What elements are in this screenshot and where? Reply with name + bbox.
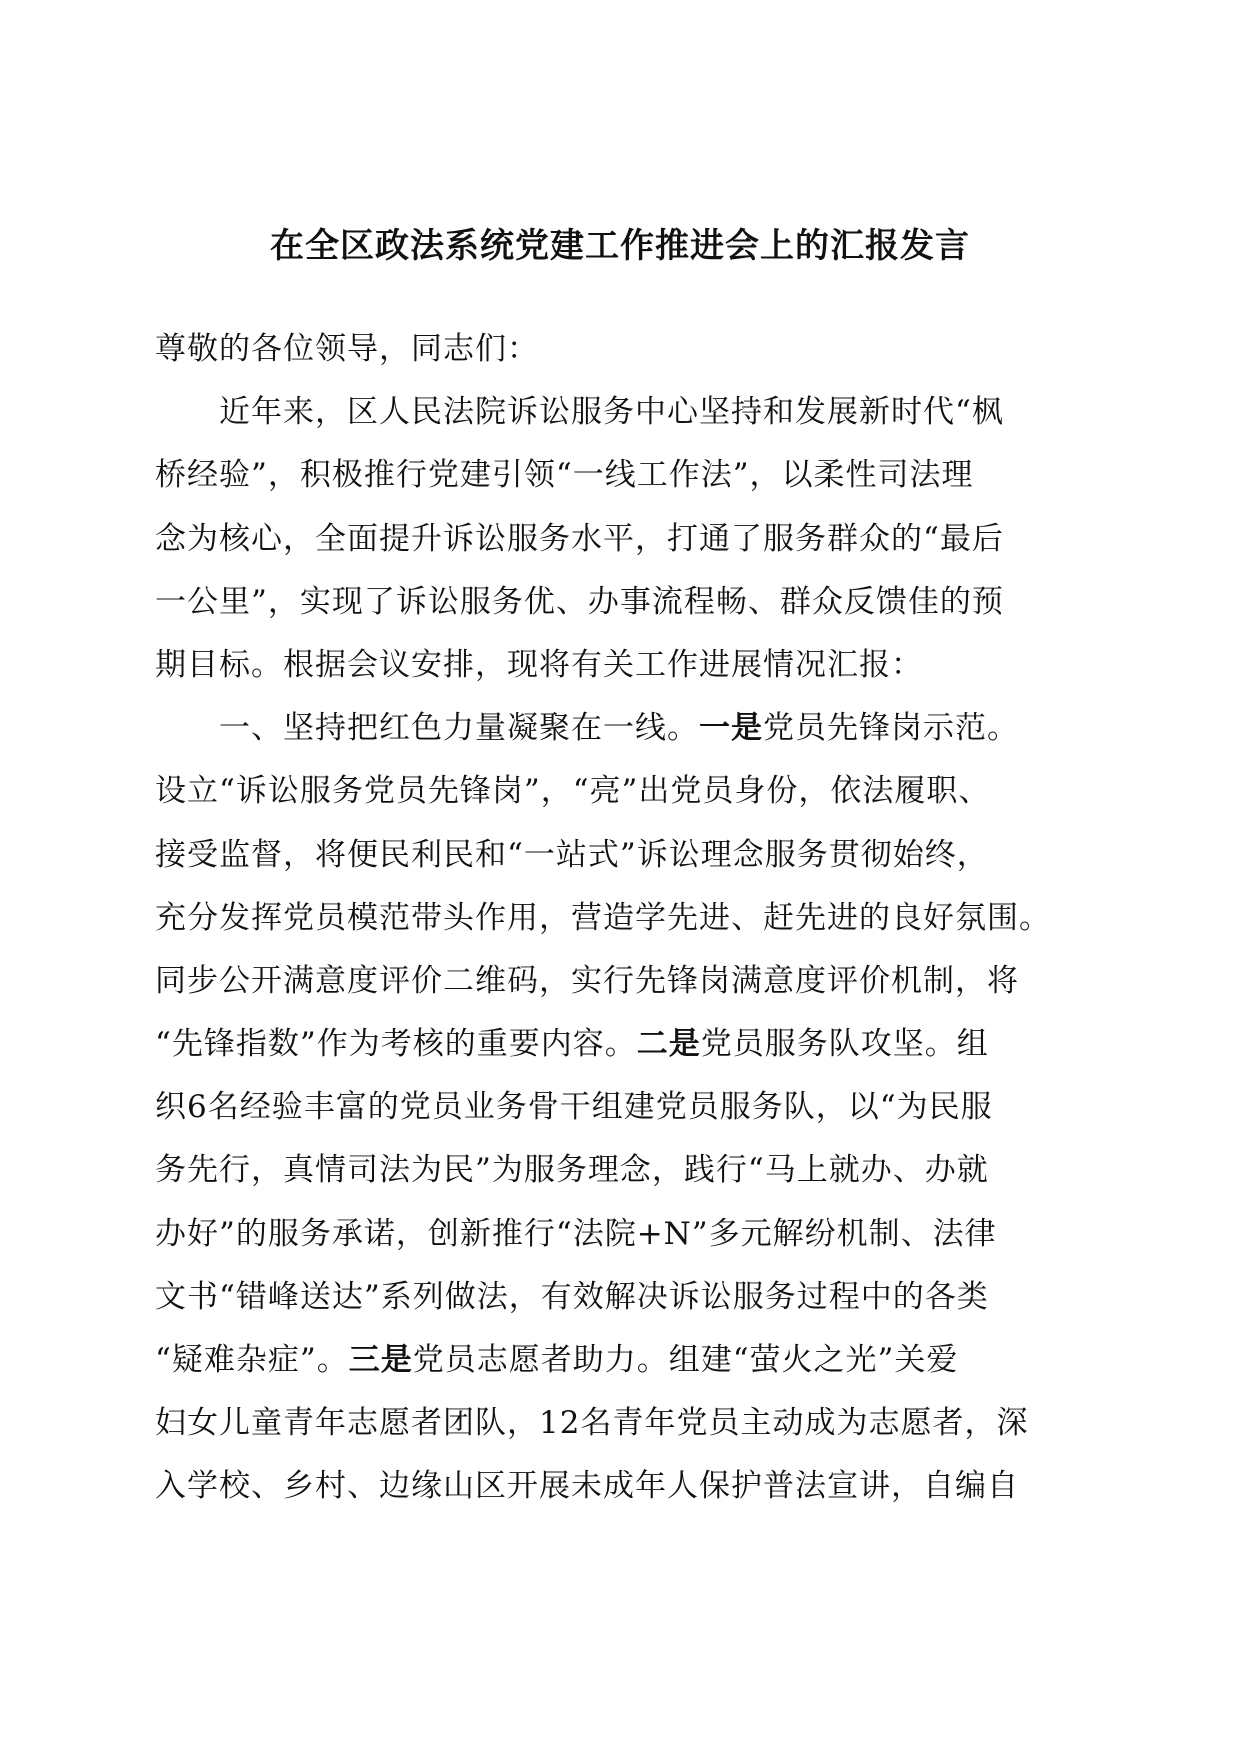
salutation-line: 尊敬的各位领导，同志们：: [155, 331, 539, 367]
body-line: 文书“错峰送达”系列做法，有效解决诉讼服务过程中的各类: [155, 1278, 989, 1315]
point-text: 党员服务队攻坚。组: [700, 1026, 989, 1063]
section-heading-line: [155, 697, 1075, 760]
body-line: [155, 1013, 1075, 1076]
body-line: 桥经验”，积极推行党建引领“一线工作法”，以柔性司法理: [155, 457, 974, 494]
body-line: 接受监督，将便民利民和“一站式”诉讼理念服务贯彻始终，: [155, 836, 989, 873]
body-line: 织6名经验丰富的党员业务骨干组建党员服务队，以“为民服: [155, 1089, 993, 1126]
page-title: 在全区政法系统党建工作推进会上的汇报发言: [270, 226, 970, 266]
document-body: [155, 318, 1075, 1519]
point-text: 党员志愿者助力。组建“萤火之光”关爱: [412, 1342, 959, 1378]
body-text-segment: “先锋指数”作为考核的重要内容。: [155, 1026, 637, 1063]
body-line: [155, 1329, 1075, 1392]
section-heading: 一、坚持把红色力量凝聚在一线。: [219, 710, 699, 747]
body-line: 入学校、乡村、边缘山区开展未成年人保护普法宣讲，自编自: [155, 1468, 1019, 1505]
body-line: 期目标。根据会议安排，现将有关工作进展情况汇报：: [155, 646, 923, 683]
body-line: 设立“诉讼服务党员先锋岗”，“亮”出党员身份，依法履职、: [155, 773, 991, 810]
point-label: 三是: [348, 1342, 413, 1378]
body-line: 念为核心，全面提升诉讼服务水平，打通了服务群众的“最后: [155, 520, 1004, 557]
body-line: 办好”的服务承诺，创新推行“法院+N”多元解纷机制、法律: [155, 1215, 997, 1252]
body-text-segment: “疑难杂症”。: [155, 1342, 349, 1378]
body-line: 近年来，区人民法院诉讼服务中心坚持和发展新时代“枫: [219, 394, 1004, 431]
body-line: 同步公开满意度评价二维码，实行先锋岗满意度评价机制，将: [155, 962, 1019, 999]
point-label: 一是: [699, 710, 763, 747]
point-text: 党员先锋岗示范。: [763, 710, 1019, 747]
body-line: 充分发挥党员模范带头作用，营造学先进、赶先进的良好氛围。: [155, 899, 1051, 936]
body-line: 妇女儿童青年志愿者团队，12名青年党员主动成为志愿者，深: [155, 1405, 1029, 1442]
body-line: 一公里”，实现了诉讼服务优、办事流程畅、群众反馈佳的预: [155, 583, 1004, 620]
point-label: 二是: [636, 1026, 701, 1063]
body-line: 务先行，真情司法为民”为服务理念，践行“马上就办、办就: [155, 1152, 989, 1189]
